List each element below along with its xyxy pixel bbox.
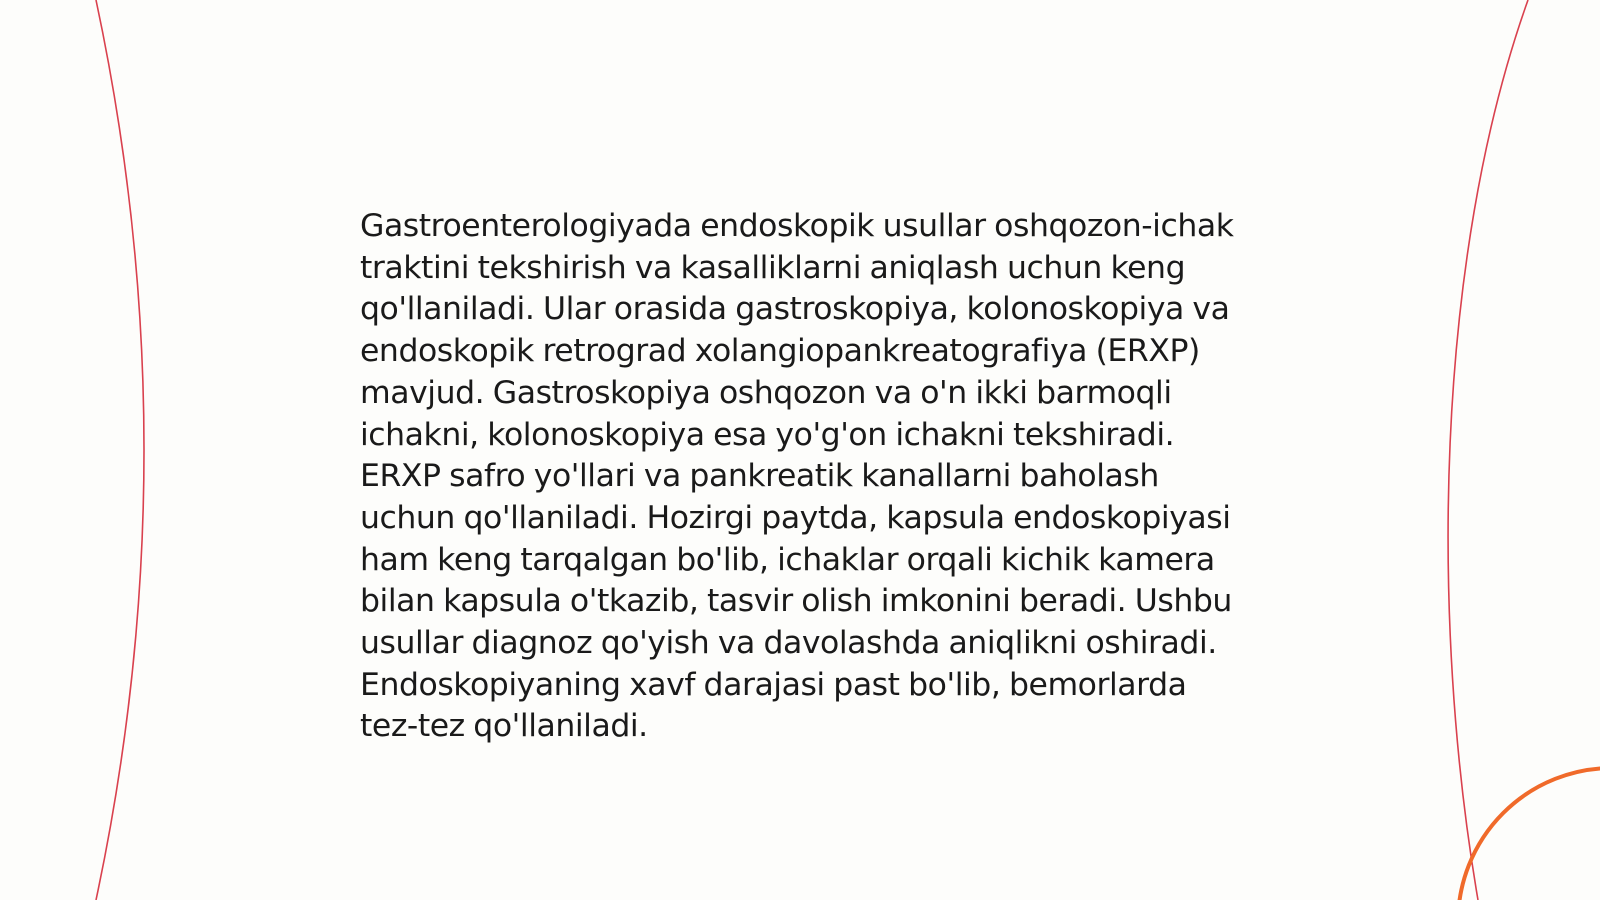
orange-ring xyxy=(1458,768,1600,900)
left-curve-line xyxy=(96,0,144,900)
slide-body-paragraph: Gastroenterologiyada endoskopik usullar oshqozon-ichak traktini tekshirish va kasalliklarni aniqlash uchun keng qo'llaniladi. Ular orasida gastroskopiya, kolonoskopiya va endoskopik retrograd xolangiopankreatografiya (ERXP) mavjud. Gastroskopiya oshqozon va o'n ikki barmoqli ichakni, kolonoskopiya esa yo'g'on ichakni tekshiradi. ERXP safro yo'llari va pankreatik kanallarni baholash uchun qo'llaniladi. Hozirgi paytda, kapsula endoskopiyasi ham keng tarqalgan bo'lib, ichaklar orqali kichik kamera bilan kapsula o'tkazib, tasvir olish imkonini beradi. Ushbu usullar diagnoz qo'yish va davolashda aniqlikni oshiradi. Endoskopiyaning xavf darajasi past bo'lib, bemorlarda tez-tez qo'llaniladi. xyxy=(360,208,1234,745)
right-curve-line xyxy=(1448,0,1528,900)
